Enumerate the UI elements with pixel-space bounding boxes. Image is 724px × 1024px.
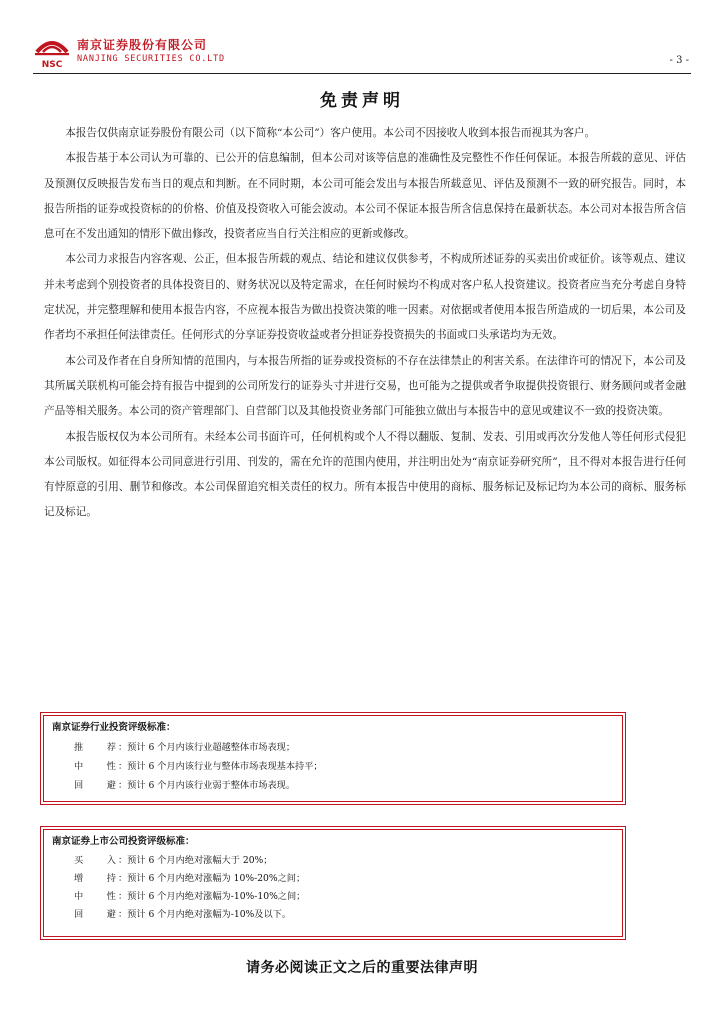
nsc-logo-icon — [33, 36, 71, 70]
industry-rating-row — [52, 776, 614, 795]
industry-rating-box — [40, 712, 626, 805]
disclaimer-paragraph: 本报告仅供南京证券股份有限公司（以下简称“本公司”）客户使用。本公司不因接收人收到本报告而视其为客户。 — [65, 127, 596, 139]
disclaimer-body — [44, 121, 686, 526]
rating-description: ：预计 6 个月内该行业超越整体市场表现； — [118, 742, 296, 753]
rating-name: 回避 — [74, 780, 116, 791]
rating-name: 推荐 — [74, 742, 116, 753]
rating-description: ：预计 6 个月内绝对涨幅为 10%-20%之间； — [118, 873, 306, 884]
rating-name: 增持 — [74, 873, 116, 884]
company-rating-row — [52, 906, 614, 924]
rating-description: ：预计 6 个月内该行业弱于整体市场表现。 — [118, 780, 296, 791]
rating-name: 回避 — [74, 909, 116, 920]
legal-notice-footer: 请务必阅读正文之后的重要法律声明 — [246, 960, 478, 976]
rating-description: ：预计 6 个月内绝对涨幅为-10%及以下。 — [118, 909, 292, 920]
rating-description: ：预计 6 个月内绝对涨幅为-10%-10%之间； — [118, 891, 306, 902]
rating-description: ：预计 6 个月内该行业与整体市场表现基本持平； — [118, 761, 323, 772]
page-title: 免责声明 — [320, 91, 404, 111]
rating-name: 中性 — [74, 761, 116, 772]
page-header — [33, 36, 693, 72]
industry-rating-row — [52, 738, 614, 757]
company-rating-box — [40, 826, 626, 940]
rating-name: 中性 — [74, 891, 116, 902]
industry-rating-heading: 南京证券行业投资评级标准： — [52, 722, 176, 733]
company-name-cn: 南京证券股份有限公司 — [77, 38, 208, 52]
company-rating-heading: 南京证券上市公司投资评级标准： — [52, 836, 195, 847]
logo-abbr: NSC — [41, 60, 63, 70]
company-name-block — [77, 38, 225, 66]
disclaimer-paragraph: 本报告基于本公司认为可靠的、已公开的信息编制，但本公司对该等信息的准确性及完整性不作任何保证。本报告所载的意见、评估及预测仅反映报告发布当日的观点和判断。在不同时期，本公司可能会发出与本报告所载意见、评估及预测不一致的研究报告。同时，本报告所指的证券或投资标的的价格、价值及投资收入可能会波动。本公司不保证本报告所含信息保持在最新状态。本公司对本报告所含信息可在不发出通知的情形下做出修改，投资者应当自行关注相应的更新或修改。 — [44, 152, 686, 241]
disclaimer-paragraph: 本公司力求报告内容客观、公正，但本报告所载的观点、结论和建议仅供参考，不构成所述证券的买卖出价或征价。该等观点、建议并未考虑到个别投资者的具体投资目的、财务状况以及特定需求，在任何时候均不构成对客户私人投资建议。投资者应当充分考虑自身特定状况，并完整理解和使用本报告内容，不应视本报告为做出投资决策的唯一因素。对依据或者使用本报告所造成的一切后果，本公司及作者均不承担任何法律责任。任何形式的分享证券投资收益或者分担证券投资损失的书面或口头承诺均为无效。 — [44, 253, 686, 342]
disclaimer-paragraph: 本公司及作者在自身所知情的范围内，与本报告所指的证券或投资标的不存在法律禁止的利害关系。在法律许可的情况下，本公司及其所属关联机构可能会持有报告中提到的公司所发行的证券头寸并进行交易，也可能为之提供或者争取提供投资银行、财务顾问或者金融产品等相关服务。本公司的资产管理部门、自营部门以及其他投资业务部门可能独立做出与本报告中的意见或建议不一致的投资决策。 — [44, 354, 686, 418]
company-name-en: NANJING SECURITIES CO.LTD — [77, 54, 225, 64]
page-number: - 3 - — [669, 55, 689, 66]
rating-description: ：预计 6 个月内绝对涨幅大于 20%； — [118, 855, 273, 866]
disclaimer-paragraph: 本报告版权仅为本公司所有。未经本公司书面许可，任何机构或个人不得以翻版、复制、发表、引用或再次分发他人等任何形式侵犯本公司版权。如征得本公司同意进行引用、刊发的，需在允许的范围内使用，并注明出处为“南京证券研究所”，且不得对本报告进行任何有悖原意的引用、删节和修改。本公司保留追究相关责任的权力。所有本报告中使用的商标、服务标记及标记均为本公司的商标、服务标记及标记。 — [44, 430, 686, 519]
company-rating-row — [52, 870, 614, 888]
company-rating-row — [52, 888, 614, 906]
company-rating-row — [52, 852, 614, 870]
industry-rating-row — [52, 757, 614, 776]
header-divider — [33, 73, 691, 74]
rating-name: 买入 — [74, 855, 116, 866]
